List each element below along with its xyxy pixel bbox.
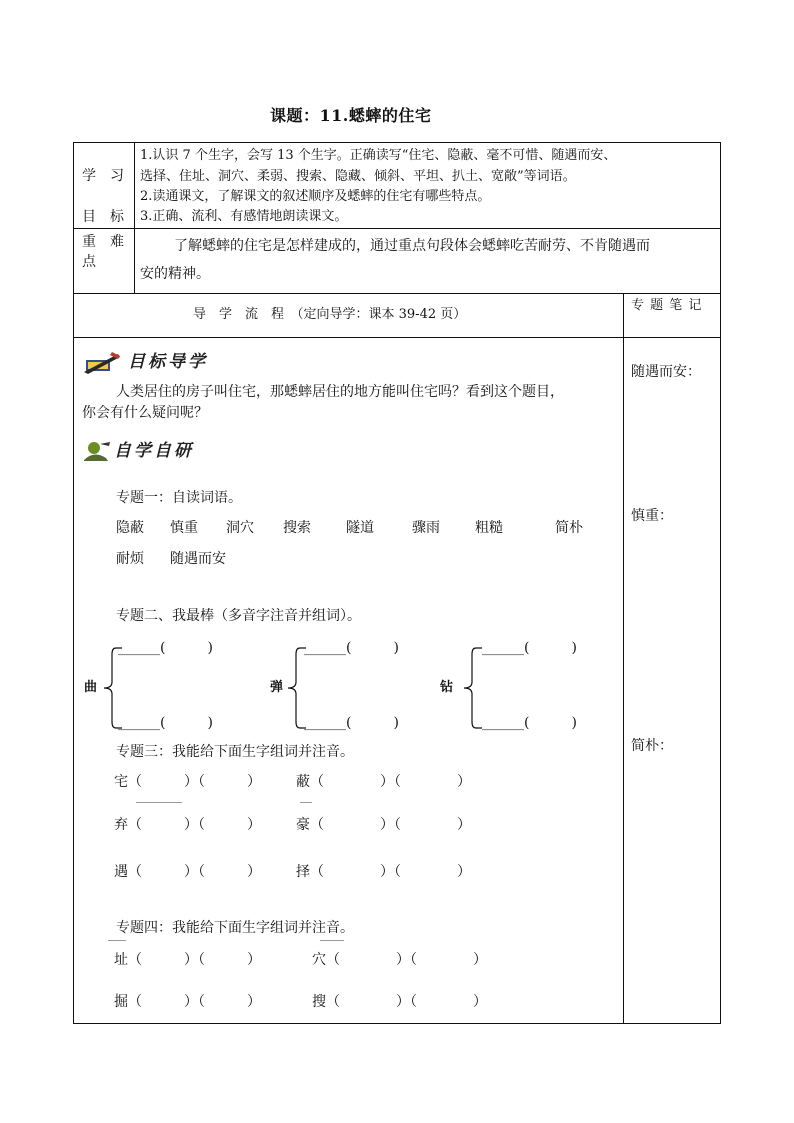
student-icon <box>82 440 112 462</box>
char-blank-row[interactable]: 弃（ ）（ ） <box>114 817 261 833</box>
word-item: 洞穴 <box>226 520 254 536</box>
char-blank-row[interactable]: 掘（ ）（ ） <box>114 994 261 1010</box>
divider <box>320 940 344 941</box>
char-blank-row[interactable]: 豪（ ）（ ） <box>296 817 471 833</box>
keypoints-text: 了解蟋蟀的住宅是怎样建成的，通过重点句段体会蟋蟀吃苦耐劳、不肯随遇而 <box>174 238 650 254</box>
notes-column-divider <box>623 293 624 1023</box>
objective-item: 2.读通课文，了解课文的叙述顺序及蟋蟀的住宅有哪些特点。 <box>140 189 491 204</box>
polyphone-char: 弹 <box>270 680 284 695</box>
divider <box>136 802 182 803</box>
char-blank-row[interactable]: 择（ ）（ ） <box>296 864 471 880</box>
topic1-title: 专题一：自读词语。 <box>116 490 242 506</box>
polyphone-char: 钻 <box>440 680 454 695</box>
char-blank-row[interactable]: 蔽（ ）（ ） <box>296 774 471 790</box>
word-item: 隐蔽 <box>116 520 144 536</box>
char-blank-row[interactable]: 遇（ ）（ ） <box>114 864 261 880</box>
row-divider-objectives <box>73 228 721 229</box>
topic3-title: 专题三：我能给下面生字组词并注音。 <box>116 744 354 760</box>
polyphone-blank[interactable]: ______( ) <box>482 715 577 731</box>
section-heading-selfstudy: 自学自研 <box>114 441 194 461</box>
word-item: 粗糙 <box>475 520 503 536</box>
word-item: 隧道 <box>346 520 374 536</box>
polyphone-blank[interactable]: ______( ) <box>118 715 213 731</box>
polyphone-blank[interactable]: ______( ) <box>482 640 577 656</box>
polyphone-blank[interactable]: ______( ) <box>304 640 399 656</box>
process-header: 导 学 流 程 （定向导学：课本 39-42 页） <box>193 307 467 322</box>
keypoints-label: 重 难 <box>82 234 124 250</box>
word-item: 慎重 <box>170 520 198 536</box>
topic4-title: 专题四：我能给下面生字组词并注音。 <box>116 920 354 936</box>
word-item: 骤雨 <box>412 520 440 536</box>
polyphone-blank[interactable]: ______( ) <box>304 715 399 731</box>
pen-book-icon <box>82 350 122 374</box>
divider <box>300 802 312 803</box>
keypoints-text: 安的精神。 <box>140 266 210 282</box>
char-blank-row[interactable]: 宅（ ）（ ） <box>114 774 261 790</box>
char-blank-row[interactable]: 址（ ）（ ） <box>114 952 261 968</box>
section-heading-goal: 目标导学 <box>128 352 208 372</box>
objective-item: 3.正确、流利、有感情地朗读课文。 <box>140 209 348 224</box>
char-blank-row[interactable]: 穴（ ）（ ） <box>312 952 487 968</box>
note-item: 慎重： <box>631 508 673 524</box>
topic2-title: 专题二、我最棒（多音字注音并组词）。 <box>116 608 361 624</box>
polyphone-blank[interactable]: ______( ) <box>118 640 213 656</box>
objective-item: 1.认识 7 个生字，会写 13 个生字。正确读写“住宅、隐蔽、毫不可惜、随遇而安、 <box>140 148 617 163</box>
note-item: 随遇而安： <box>631 364 701 380</box>
table-border-left <box>73 142 74 1024</box>
polyphone-char: 曲 <box>84 680 98 695</box>
section1-text: 你会有什么疑问呢？ <box>82 405 208 421</box>
word-item: 搜索 <box>283 520 311 536</box>
char-blank-row[interactable]: 搜（ ）（ ） <box>312 994 487 1010</box>
section1-text: 人类居住的房子叫住宅，那蟋蟀居住的地方能叫住宅吗？看到这个题目， <box>116 384 564 400</box>
keypoints-label: 点 <box>82 254 96 270</box>
page-title: 课题：11.蟋蟀的住宅 <box>270 106 432 125</box>
divider <box>108 940 126 941</box>
objective-item: 选择、住址、洞穴、柔弱、搜索、隐藏、倾斜、平坦、扒土、宽敞”等词语。 <box>140 169 576 184</box>
table-border-bottom <box>73 1023 721 1024</box>
note-item: 简朴： <box>631 738 673 754</box>
table-border-right <box>720 142 721 1024</box>
notes-header: 专 题 笔 记 <box>631 298 703 313</box>
label-column-divider <box>134 142 135 293</box>
word-item: 简朴 <box>555 520 583 536</box>
objectives-label: 学 习 <box>82 168 124 184</box>
word-item: 耐烦 <box>116 551 144 567</box>
table-border-top <box>73 142 721 143</box>
brace-group-3 <box>460 646 484 730</box>
objectives-label: 目 标 <box>82 209 124 225</box>
word-item: 随遇而安 <box>170 551 226 567</box>
